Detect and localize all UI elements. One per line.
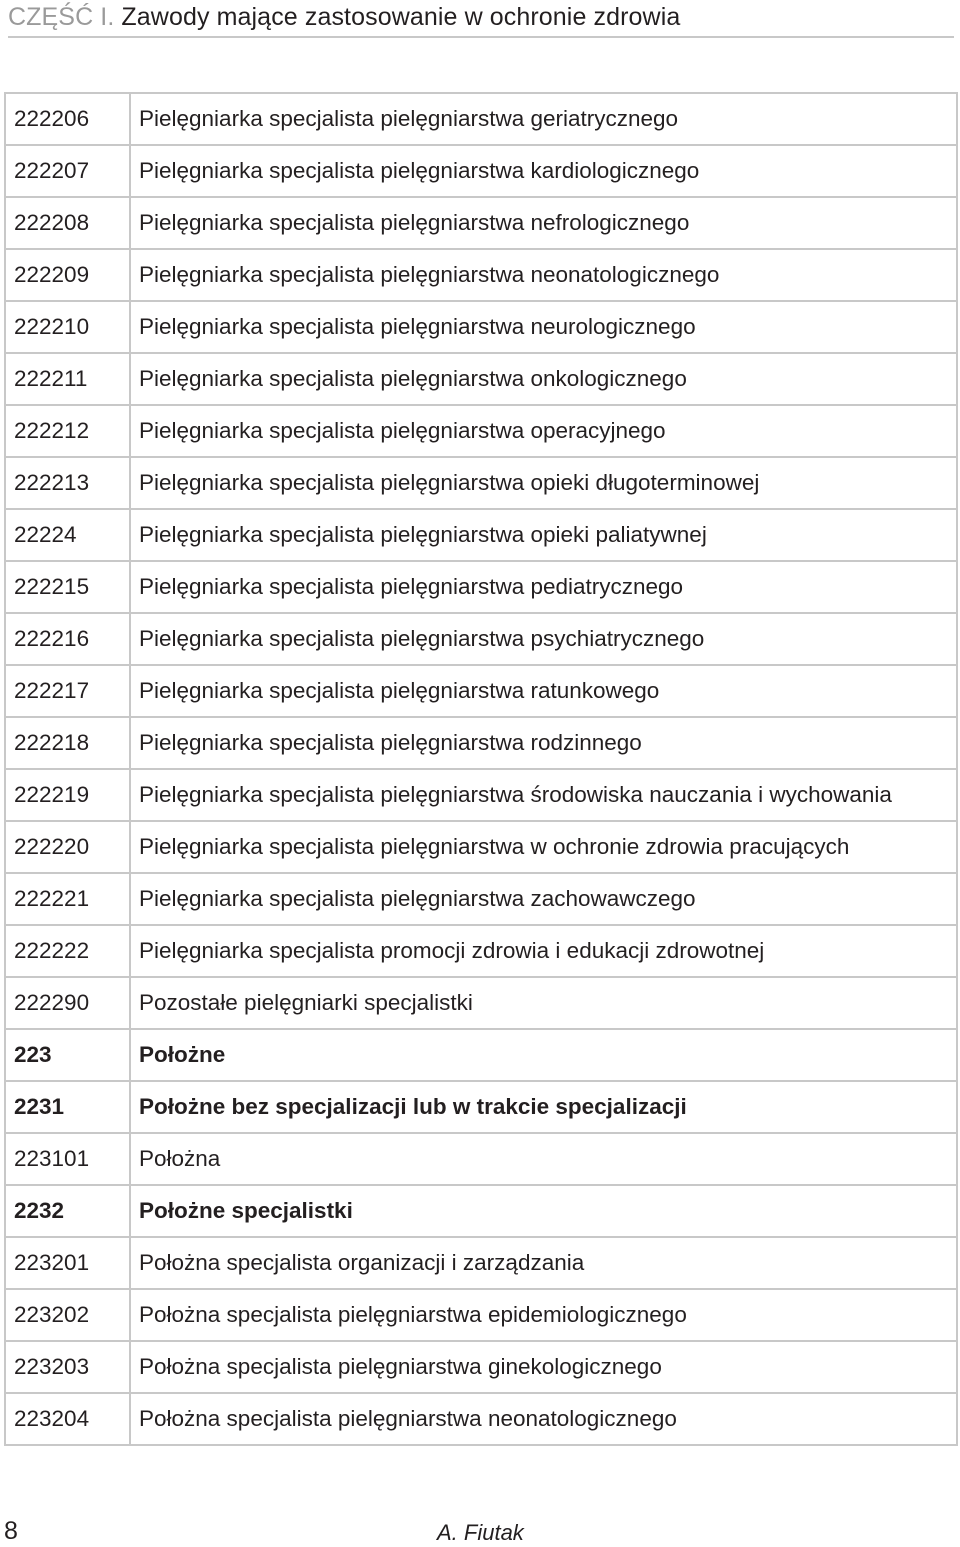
occupation-codes-body <box>5 93 957 1445</box>
table-row <box>5 145 957 197</box>
occupation-name: Położna specjalista pielęgniarstwa neonatologicznego <box>130 1393 957 1445</box>
table-row <box>5 1289 957 1341</box>
table-row <box>5 1133 957 1185</box>
occupation-name: Pielęgniarka specjalista pielęgniarstwa onkologicznego <box>130 353 957 405</box>
table-row <box>5 197 957 249</box>
occupation-code: 223204 <box>5 1393 130 1445</box>
table-row <box>5 249 957 301</box>
occupation-name: Pielęgniarka specjalista pielęgniarstwa geriatrycznego <box>130 93 957 145</box>
occupation-name: Położne bez specjalizacji lub w trakcie specjalizacji <box>130 1081 957 1133</box>
table-row <box>5 1029 957 1081</box>
table-row <box>5 769 957 821</box>
occupation-code: 223101 <box>5 1133 130 1185</box>
occupation-code: 223201 <box>5 1237 130 1289</box>
table-row <box>5 353 957 405</box>
occupation-code: 222217 <box>5 665 130 717</box>
author-name: A. Fiutak <box>437 1520 524 1545</box>
occupation-name: Pielęgniarka specjalista pielęgniarstwa ratunkowego <box>130 665 957 717</box>
table-row <box>5 717 957 769</box>
occupation-name: Położna specjalista pielęgniarstwa epidemiologicznego <box>130 1289 957 1341</box>
occupation-code: 222207 <box>5 145 130 197</box>
occupation-name: Pielęgniarka specjalista pielęgniarstwa opieki długoterminowej <box>130 457 957 509</box>
occupation-name: Pielęgniarka specjalista pielęgniarstwa psychiatrycznego <box>130 613 957 665</box>
table-row <box>5 561 957 613</box>
occupation-name: Pielęgniarka specjalista pielęgniarstwa kardiologicznego <box>130 145 957 197</box>
table-row <box>5 405 957 457</box>
table-row <box>5 301 957 353</box>
occupation-code: 222211 <box>5 353 130 405</box>
occupation-code: 222222 <box>5 925 130 977</box>
occupation-code: 222213 <box>5 457 130 509</box>
occupation-name: Pielęgniarka specjalista promocji zdrowia i edukacji zdrowotnej <box>130 925 957 977</box>
occupation-code: 222290 <box>5 977 130 1029</box>
occupation-code: 222212 <box>5 405 130 457</box>
occupation-code: 222219 <box>5 769 130 821</box>
occupation-name: Pielęgniarka specjalista pielęgniarstwa rodzinnego <box>130 717 957 769</box>
occupation-code: 222220 <box>5 821 130 873</box>
occupation-code: 223202 <box>5 1289 130 1341</box>
occupation-code: 2232 <box>5 1185 130 1237</box>
occupation-code: 222210 <box>5 301 130 353</box>
occupation-name: Pielęgniarka specjalista pielęgniarstwa środowiska nauczania i wychowania <box>130 769 957 821</box>
table-row <box>5 925 957 977</box>
occupation-code: 222221 <box>5 873 130 925</box>
chapter-heading <box>8 3 680 32</box>
table-row <box>5 1237 957 1289</box>
table-row <box>5 613 957 665</box>
occupation-name: Położna <box>130 1133 957 1185</box>
occupation-code: 223 <box>5 1029 130 1081</box>
occupation-code: 22224 <box>5 509 130 561</box>
occupation-code: 222208 <box>5 197 130 249</box>
occupation-name: Położne specjalistki <box>130 1185 957 1237</box>
occupation-code: 222218 <box>5 717 130 769</box>
page-header <box>8 0 954 38</box>
occupation-name: Pielęgniarka specjalista pielęgniarstwa pediatrycznego <box>130 561 957 613</box>
table-row <box>5 977 957 1029</box>
occupation-code: 223203 <box>5 1341 130 1393</box>
occupation-name: Położna specjalista organizacji i zarządzania <box>130 1237 957 1289</box>
table-row <box>5 873 957 925</box>
occupation-code: 222209 <box>5 249 130 301</box>
occupation-name: Położna specjalista pielęgniarstwa ginekologicznego <box>130 1341 957 1393</box>
table-row <box>5 1341 957 1393</box>
occupation-name: Pielęgniarka specjalista pielęgniarstwa neonatologicznego <box>130 249 957 301</box>
table-row <box>5 1393 957 1445</box>
occupation-code: 222216 <box>5 613 130 665</box>
occupation-code: 222206 <box>5 93 130 145</box>
table-row <box>5 509 957 561</box>
occupation-name: Położne <box>130 1029 957 1081</box>
table-row <box>5 457 957 509</box>
table-row <box>5 665 957 717</box>
table-row <box>5 1185 957 1237</box>
occupation-name: Pozostałe pielęgniarki specjalistki <box>130 977 957 1029</box>
chapter-title: Zawody mające zastosowanie w ochronie zdrowia <box>121 3 681 31</box>
page-number: 8 <box>4 1517 18 1545</box>
table-row <box>5 93 957 145</box>
table-row <box>5 821 957 873</box>
occupation-name: Pielęgniarka specjalista pielęgniarstwa zachowawczego <box>130 873 957 925</box>
occupation-name: Pielęgniarka specjalista pielęgniarstwa opieki paliatywnej <box>130 509 957 561</box>
occupation-name: Pielęgniarka specjalista pielęgniarstwa neurologicznego <box>130 301 957 353</box>
occupation-code: 2231 <box>5 1081 130 1133</box>
occupation-name: Pielęgniarka specjalista pielęgniarstwa w ochronie zdrowia pracujących <box>130 821 957 873</box>
chapter-part-label: CZĘŚĆ I. <box>8 3 115 31</box>
occupation-codes-table <box>4 92 958 1446</box>
table-row <box>5 1081 957 1133</box>
occupation-name: Pielęgniarka specjalista pielęgniarstwa operacyjnego <box>130 405 957 457</box>
occupation-name: Pielęgniarka specjalista pielęgniarstwa nefrologicznego <box>130 197 957 249</box>
occupation-code: 222215 <box>5 561 130 613</box>
